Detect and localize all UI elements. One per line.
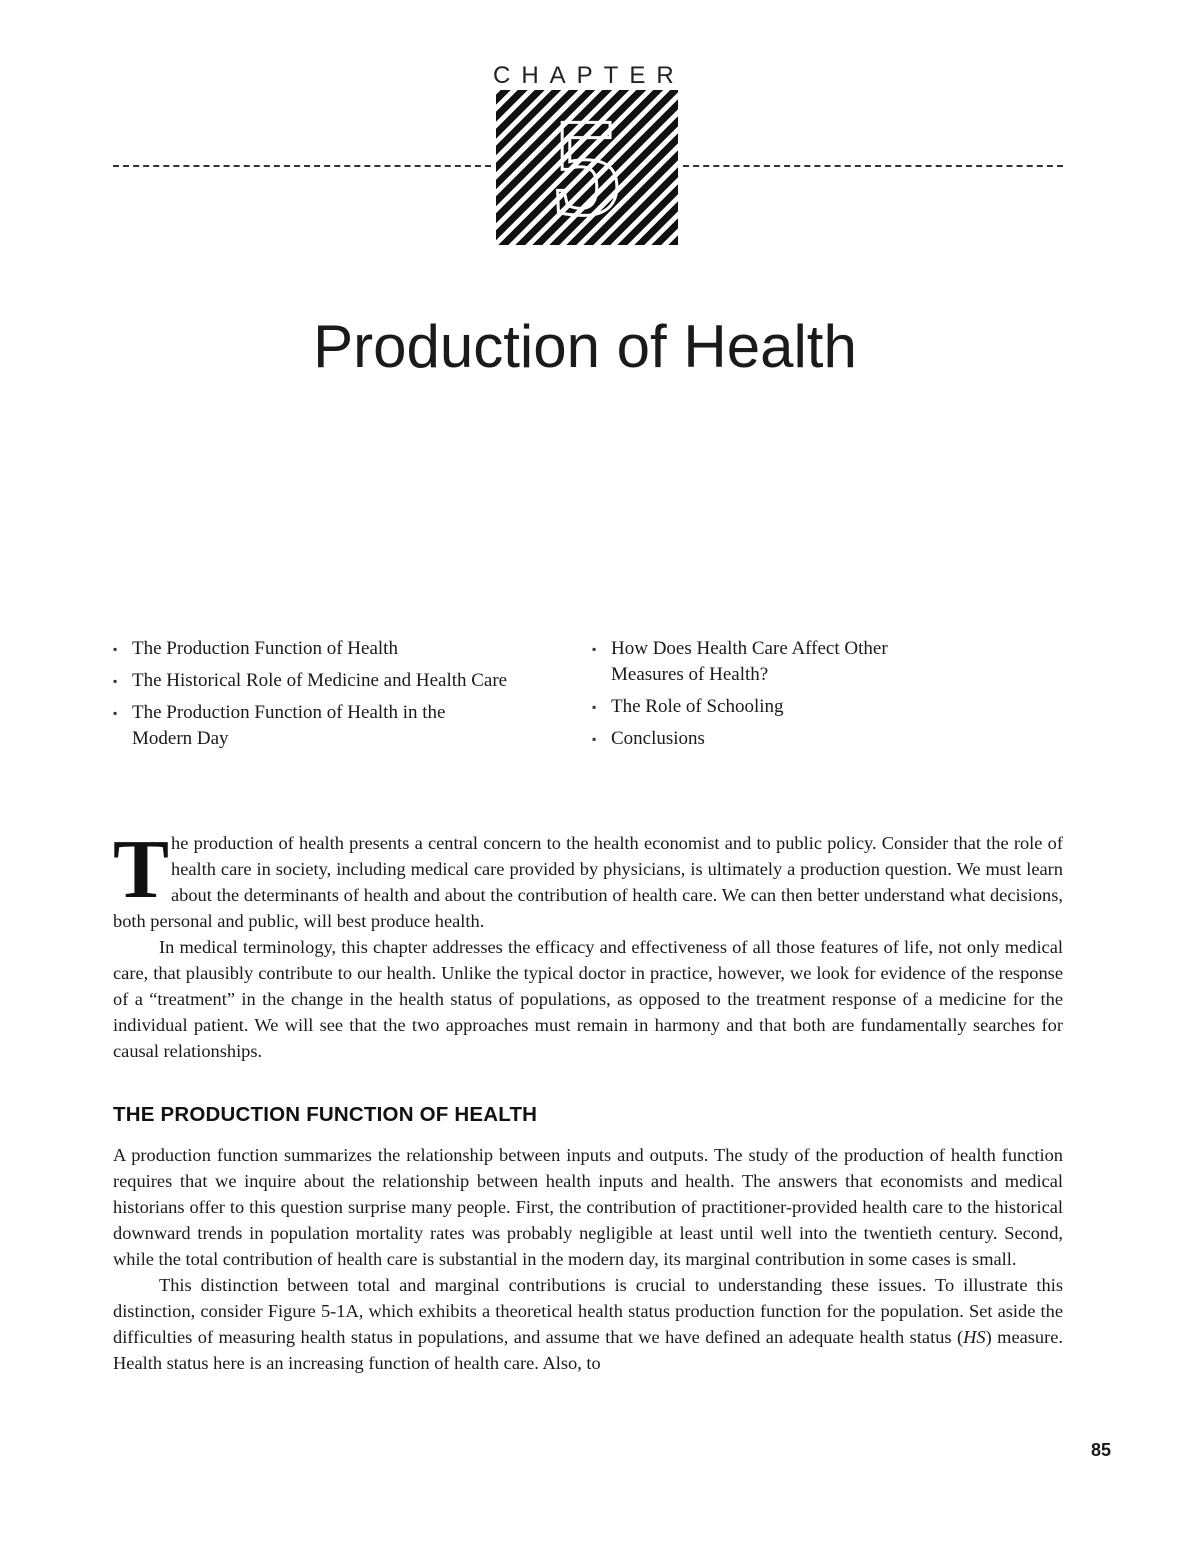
- intro-paragraph-2: In medical terminology, this chapter addresses the efficacy and effectiveness of all those features of life, not only medical care, that plausibly contribute to our health. Unlike the typical doctor in practice, however, we look for evidence of the response of a “treatment” in the change in the health status of populations, as opposed to the treatment response of a medicine for the individual patient. We will see that the two approaches must remain in harmony and that both are fundamentally searches for causal relationships.: [113, 937, 1063, 1061]
- outline-item: [113, 668, 573, 694]
- intro-text: [113, 823, 1063, 1064]
- outline-item: [592, 636, 951, 688]
- square-bullet-icon: ▪: [592, 700, 597, 714]
- decorative-rule-right: [683, 165, 1063, 167]
- outline-item: [592, 726, 1012, 752]
- outline-item-label: The Historical Role of Medicine and Health Care: [132, 670, 508, 691]
- chapter-outline-column-2: [592, 636, 1012, 758]
- drop-cap: T: [113, 823, 170, 916]
- outline-item-label: The Production Function of Health: [132, 638, 398, 659]
- chapter-outline-column-1: [113, 636, 573, 758]
- intro-paragraph-1-text: he production of health presents a central concern to the health economist and to public policy. Consider that the role of health care in society, including medical care provided by physicians, is ultimately a production question. We must learn about the determinants of health and about the contribution of health care. We can then better understand what decisions, both personal and public, will best produce health.: [113, 833, 1063, 931]
- outline-item-label: How Does Health Care Affect Other Measures of Health?: [611, 638, 888, 685]
- outline-item: [592, 694, 1012, 720]
- square-bullet-icon: ▪: [113, 642, 118, 656]
- square-bullet-icon: ▪: [592, 642, 597, 656]
- outline-item-label: Conclusions: [611, 728, 705, 749]
- outline-item-label: The Production Function of Health in the Modern Day: [132, 702, 446, 749]
- outline-item: [113, 636, 573, 662]
- square-bullet-icon: ▪: [592, 732, 597, 746]
- page-number: 85: [1091, 1440, 1112, 1460]
- section-heading: THE PRODUCTION FUNCTION OF HEALTH: [113, 1103, 538, 1126]
- health-status-abbreviation: HS: [963, 1327, 986, 1347]
- section-text: [113, 1142, 1063, 1376]
- decorative-rule-left: [113, 165, 491, 167]
- section-paragraph-2-start: This distinction between total and marginal contributions is crucial to understanding these issues. To illustrate this distinction, consider Figure 5-1A, which exhibits a theoretical health status production function for the population. Set aside the difficulties of measuring health status in populations, and assume that we have defined an adequate health status (: [113, 1275, 1063, 1347]
- page-title: Production of Health: [313, 313, 857, 380]
- chapter-number-block: [496, 90, 678, 245]
- section-paragraph-1: A production function summarizes the relationship between inputs and outputs. The study of the production of health function requires that we inquire about the relationship between health inputs and health. The answers that economists and medical historians offer to this question surprise many people. First, the contribution of practitioner-provided health care to the historical downward trends in population mortality rates was probably negligible at least until well into the twentieth century. Second, while the total contribution of health care is substantial in the modern day, its marginal contribution in some cases is small.: [113, 1145, 1063, 1269]
- intro-paragraph: [113, 823, 1063, 934]
- square-bullet-icon: ▪: [113, 706, 118, 720]
- chapter-label: CHAPTER: [493, 62, 685, 89]
- section-paragraph-2: [113, 1272, 1063, 1376]
- section-paragraph-2-end: ) measure. Health status here is an increasing function of health care. Also, to: [113, 1327, 1064, 1373]
- outline-item-label: The Role of Schooling: [611, 696, 784, 717]
- chapter-number: 5: [552, 90, 622, 245]
- outline-item: [113, 700, 492, 752]
- square-bullet-icon: ▪: [113, 674, 118, 688]
